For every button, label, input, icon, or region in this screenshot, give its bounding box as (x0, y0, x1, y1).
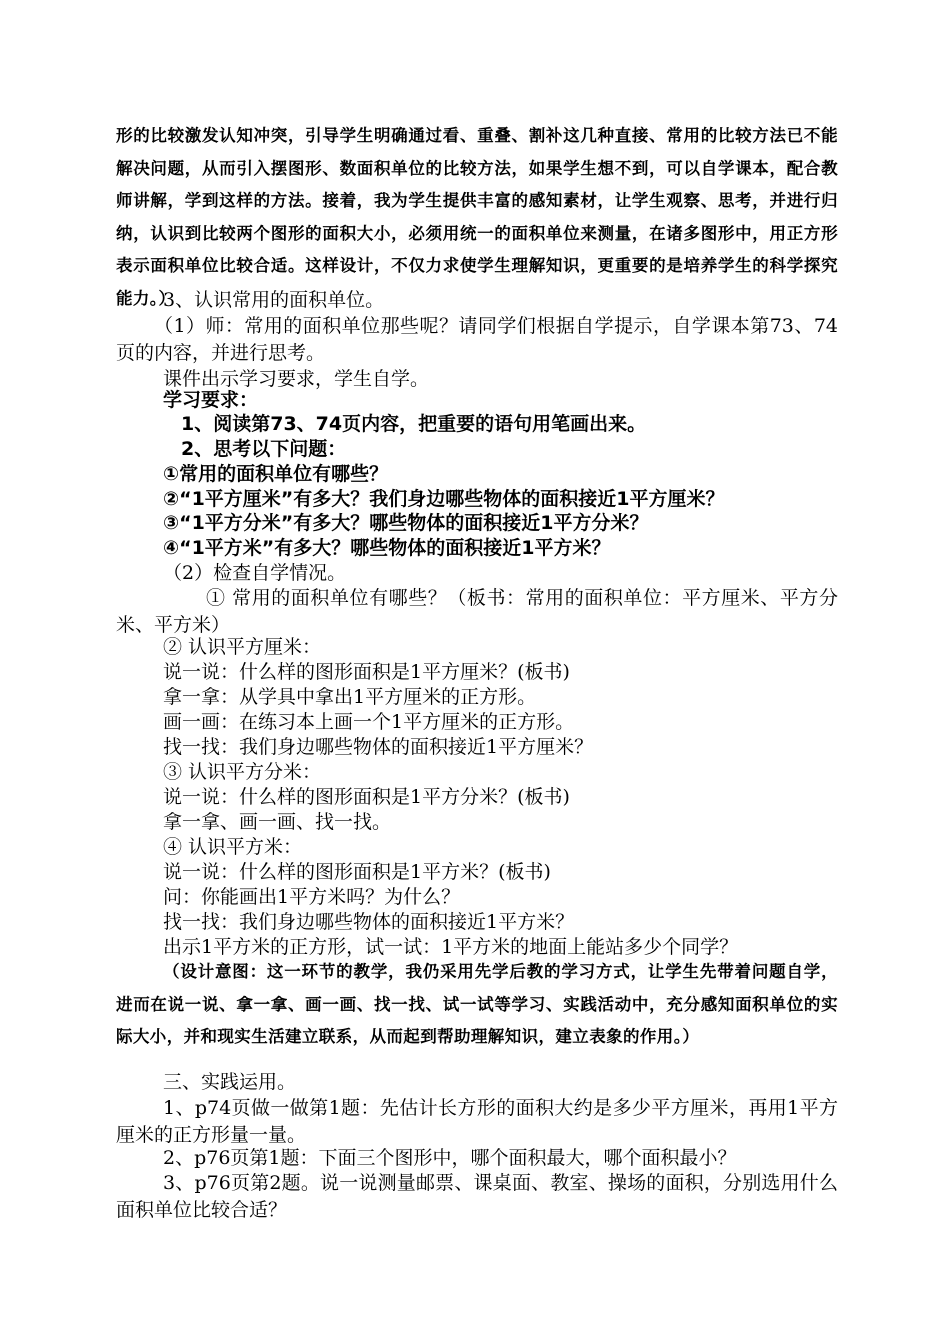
practice-item-3: 3、p76页第2题。说一说测量邮票、课桌面、教室、操场的面积，分别选用什么面积单位比较合适？ (116, 1172, 838, 1221)
check-heading: （2）检查自学情况。 (163, 562, 347, 584)
requirements-title: 学习要求： (163, 389, 259, 411)
dm-others: 拿一拿、画一画、找一找。 (163, 811, 392, 833)
requirement-question-4: ④“1平方米”有多大？哪些物体的面积接近1平方米？ (163, 537, 611, 559)
cm-take: 拿一拿：从学具中拿出1平方厘米的正方形。 (163, 686, 537, 708)
m-show: 出示1平方米的正方形，试一试：1平方米的地面上能站多少个同学？ (163, 936, 739, 958)
cm-heading: ② 认识平方厘米： (163, 636, 322, 658)
m-heading: ④ 认识平方米： (163, 836, 303, 858)
section-3-heading: 3、认识常用的面积单位。 (163, 289, 385, 311)
requirement-question-2: ②“1平方厘米”有多大？我们身边哪些物体的面积接近1平方厘米？ (163, 488, 725, 510)
requirement-item-2: 2、思考以下问题： (181, 438, 347, 460)
m-say: 说一说：什么样的图形面积是1平方米？(板书) (163, 861, 551, 883)
requirement-item-1: 1、阅读第73、74页内容，把重要的语句用笔画出来。 (181, 413, 647, 435)
cm-draw: 画一画：在练习本上画一个1平方厘米的正方形。 (163, 711, 575, 733)
practice-item-2: 2、p76页第1题：下面三个图形中，哪个面积最大，哪个面积最小？ (163, 1147, 737, 1169)
m-ask: 问：你能画出1平方米吗？为什么？ (163, 886, 461, 908)
dm-heading: ③ 认识平方分米： (163, 761, 322, 783)
practice-heading: 三、实践运用。 (163, 1071, 297, 1093)
cm-find: 找一找：我们身边哪些物体的面积接近1平方厘米？ (163, 736, 594, 758)
design-intent-paragraph-2: （设计意图：这一环节的教学，我仍采用先学后教的学习方式，让学生先带着问题自学，进而在说一说、拿一拿、画一画、找一找、试一试等学习、实践活动中，充分感知面积单位的实际大小，并和现实生活建立联系，从而起到帮助理解知识，建立表象的作用。） (116, 962, 838, 1046)
practice-item-1: 1、p74页做一做第1题：先估计长方形的面积大约是多少平方厘米，再用1平方厘米的正方形量一量。 (116, 1097, 838, 1146)
requirement-question-1: ①常用的面积单位有哪些？ (163, 463, 389, 485)
m-find: 找一找：我们身边哪些物体的面积接近1平方米？ (163, 911, 575, 933)
teacher-question-paragraph: （1）师：常用的面积单位那些呢？请同学们根据自学提示，自学课本第73、74页的内容，并进行思考。 (116, 315, 838, 364)
requirement-question-3: ③“1平方分米”有多大？哪些物体的面积接近1平方分米？ (163, 512, 649, 534)
design-intent-paragraph-1: 形的比较激发认知冲突，引导学生明确通过看、重叠、割补这几种直接、常用的比较方法已不能解决问题，从而引入摆图形、数面积单位的比较方法，如果学生想不到，可以自学课本，配合教师讲解，学到这样的方法。接着，我为学生提供丰富的感知素材，让学生观察、思考，并进行归纳，认识到比较两个图形的面积大小，必须用统一的面积单位来测量，在诸多图形中，用正方形表示面积单位比较合适。这样设计，不仅力求使学生理解知识，更重要的是培养学生的科学探究能力。） (116, 126, 838, 308)
courseware-line: 课件出示学习要求，学生自学。 (163, 368, 430, 390)
dm-say: 说一说：什么样的图形面积是1平方分米？(板书) (163, 786, 570, 808)
check-item-1: ① 常用的面积单位有哪些？（板书：常用的面积单位：平方厘米、平方分米、平方米） (116, 587, 838, 636)
cm-say: 说一说：什么样的图形面积是1平方厘米？(板书) (163, 661, 570, 683)
